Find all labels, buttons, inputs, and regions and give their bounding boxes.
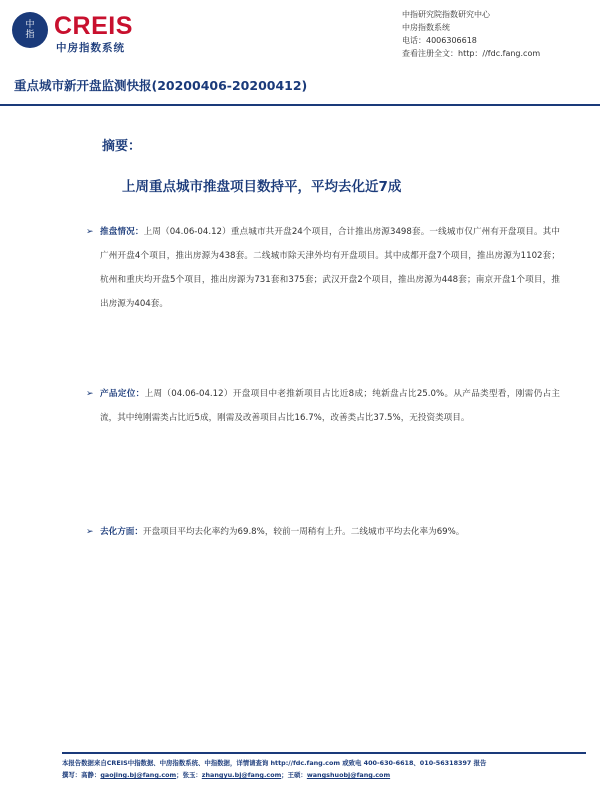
author-email-link[interactable]: wangshuobj@fang.com [306,771,391,779]
page-header [0,0,600,62]
contact-line-system: 中房指数系统 [402,23,450,32]
contact-line-phone: 电话：4006306618 [402,36,477,45]
contact-info [402,8,540,60]
author-email-link[interactable]: zhangyu.bj@fang.com [201,771,282,779]
section-supply [86,220,560,320]
summary-label: 摘要： [102,139,142,154]
creis-logo [12,10,162,56]
section-title: 去化方面： [100,527,143,537]
logo-subtitle: 中房指数系统 [56,42,125,54]
footer-authors-line: 撰写：高静：gaojing.bj@fang.com；张玉：zhangyu.bj@fang.com；王硕：wangshuobj@fang.com [62,771,391,779]
logo-wordmark: CREIS [54,12,133,40]
author-email-link[interactable]: gaojing.bj@fang.com [100,771,177,779]
report-title: 重点城市新开盘监测快报(20200406-20200412) [14,78,308,93]
report-title-bar [0,70,600,106]
section-text: 上周（04.06-04.12）重点城市共开盘24个项目，合计推出房源3498套。一线城市仅广州有开盘项目。其中广州开盘4个项目，推出房源为438套。二线城市除天津外均有开盘项目。其中成都开盘7个项目，推出房源为1102套；杭州和重庆均开盘5个项目，推出房源为731套和375套；武汉开盘2个项目，推出房源为448套；南京开盘1个项目，推出房源为404套。 [100,227,560,309]
section-title: 产品定位： [100,389,145,399]
section-text: 开盘项目平均去化率约为69.8%，较前一周稍有上升。二线城市平均去化率为69%。 [142,527,465,537]
section-text: 上周（04.06-04.12）开盘项目中老推新项目占比近8成；纯新盘占比25.0%。从产品类型看，刚需仍占主流，其中纯刚需类占比近5成，刚需及改善项目占比16.7%，改善类占比37.5%，无投资类项目。 [100,389,560,423]
summary-headline: 上周重点城市推盘项目数持平，平均去化近7成 [122,179,402,195]
contact-line-org: 中指研究院指数研究中心 [402,10,490,19]
arrow-bullet-icon: ➢ [86,227,94,237]
section-title: 推盘情况： [100,227,144,237]
logo-emblem-icon: 中 指 [12,12,48,48]
footer-source-line: 本报告数据来自CREIS中指数据、中房指数系统、中指数据，详情请查询 http://fdc.fang.com 或致电 400-630-6618、010-56318397 报告 [62,759,487,767]
contact-line-url[interactable]: 查看注册全文：http：//fdc.fang.com [402,49,541,58]
arrow-bullet-icon: ➢ [86,527,94,537]
page-footer [62,752,586,781]
arrow-bullet-icon: ➢ [86,389,94,399]
section-product [86,382,560,458]
section-absorption [86,520,560,546]
